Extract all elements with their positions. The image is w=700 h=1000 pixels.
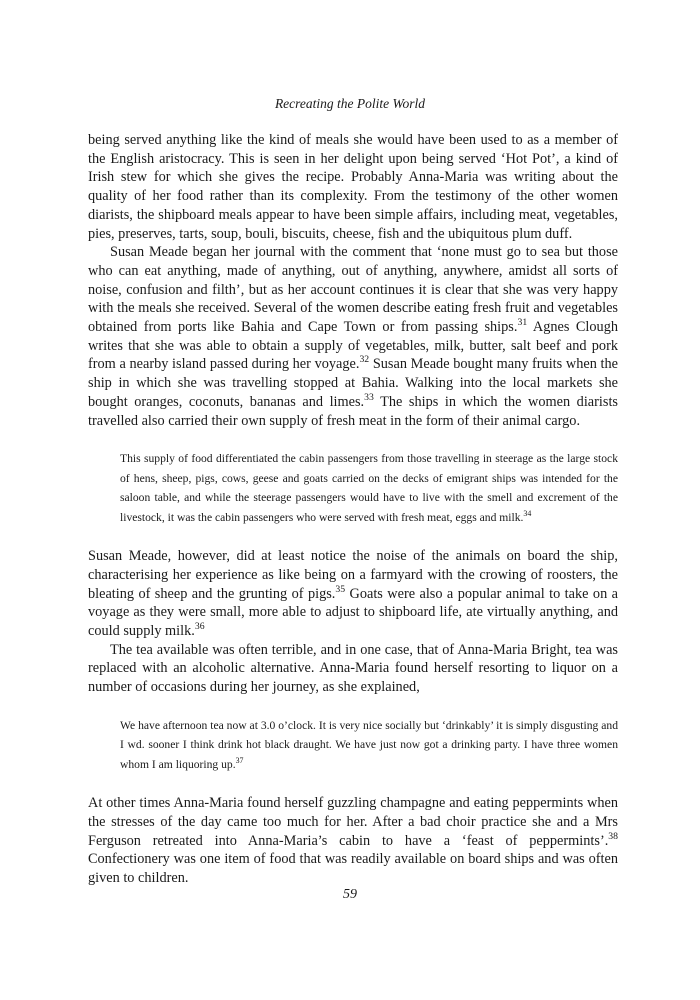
paragraph: being served anything like the kind of meals she would have been used to as a member of the English aristocracy. This is seen in her delight upon being served ‘Hot Pot’, a kind of Irish stew for which she gives the recipe. Probably Anna-Maria was writing about the quality of her food rather than its complexity. From the testimony of the other women diarists, the shipboard meals appear to have been simple affairs, including meat, vegetables, pies, preserves, tarts, soup, bouli, biscuits, cheese, fish and the ubiquitous plum duff.	[88, 132, 618, 242]
footnote-ref: 36	[194, 621, 205, 633]
paragraph: The tea available was often terrible, and in one case, that of Anna-Maria Bright, tea was replaced with an alcoholic alternative. Anna-Maria found herself resorting to liquor on a number of occasions during her journey, as she explained,	[88, 641, 618, 696]
footnote-ref: 32	[359, 354, 370, 366]
footnote-ref: 34	[523, 508, 532, 518]
body-text	[88, 131, 618, 888]
footnote-ref: 35	[335, 583, 346, 595]
paragraph: Susan Meade began her journal with the comment that ‘none must go to sea but those who can eat anything, made of anything, out of anything, anywhere, amidst all sorts of noise, confusion and filth’, but as her account continues it is clear that she was very happy with the meals she received. Several of the women describe eating fresh fruit and vegetables obtained from ports like Bahia and Cape Town or from passing ships.$^{31}$ Agnes Clough writes that she was able to obtain a supply of vegetables, milk, butter, salt beef and pork from a nearby island passed during her voyage.$^{32}$ Susan Meade bought many fruits when the ship in which she was travelling stopped at Bahia. Walking into the local markets she bought oranges, coconuts, bananas and limes.$^{33}$ The ships in which the women diarists travelled also carried their own supply of fresh meat in the form of their animal cargo.	[88, 244, 618, 429]
footnote-ref: 37	[235, 756, 244, 766]
paragraph: Susan Meade, however, did at least notice the noise of the animals on board the ship, characterising her experience as like being on a farmyard with the crowing of roosters, the bleating of sheep and the grunting of pigs.$^{35}$ Goats were also a popular animal to take on a voyage as they were small, more able to adjust to shipboard life, ate virtually anything, and could supply milk.$^{36}$	[88, 548, 618, 640]
paragraph: At other times Anna-Maria found herself guzzling champagne and eating peppermints when the stresses of the day came too much for her. After a bad choir practice she and a Mrs Ferguson retreated into Anna-Maria’s cabin to have a ‘feast of peppermints’.$^{38}$ Confectionery was one item of food that was readily available on board ships and was often given to children.	[88, 795, 618, 887]
page-number: 59	[343, 887, 357, 902]
block-quote: We have afternoon tea now at 3.0 o’clock. It is very nice socially but ‘drinkably’ it is simply disgusting and I wd. sooner I think drink hot black draught. We have just now got a drinking party. I have three women whom I am liquoring up.$^{37}$	[120, 718, 618, 771]
footnote-ref: 38	[608, 831, 618, 843]
running-header: Recreating the Polite World	[274, 96, 426, 111]
footnote-ref: 33	[364, 392, 374, 404]
footnote-ref: 31	[517, 317, 528, 329]
block-quote: This supply of food differentiated the cabin passengers from those travelling in steerage as the large stock of hens, sheep, pigs, cows, geese and goats carried on the decks of emigrant ships was intended for the saloon table, and while the steerage passengers would have to live with the smell and excrement of the livestock, it was the cabin passengers who were served with fresh meat, eggs and milk.$^{34}$	[120, 452, 618, 524]
